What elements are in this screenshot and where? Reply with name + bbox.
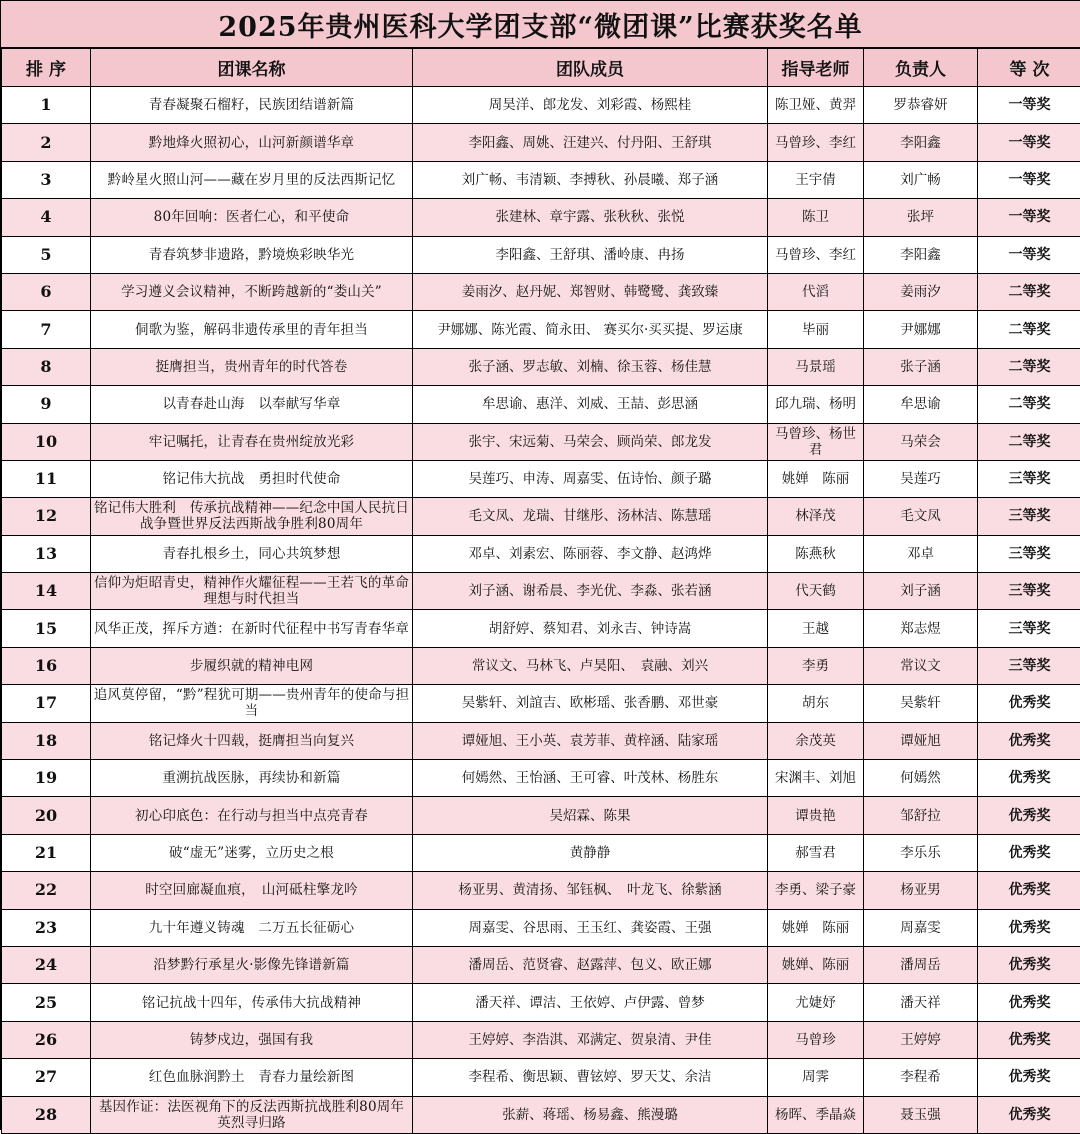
leader-cell: 李程希 <box>864 1059 978 1096</box>
award-table <box>1 48 1080 1134</box>
course-name-cell: 风华正茂，挥斥方遒：在新时代征程中书写青春华章 <box>91 610 413 647</box>
award-level-cell: 一等奖 <box>978 124 1080 161</box>
award-level-cell: 三等奖 <box>978 610 1080 647</box>
table-row <box>2 797 1080 834</box>
rank-cell: 23 <box>2 909 91 946</box>
award-level-cell: 优秀奖 <box>978 872 1080 909</box>
table-row <box>2 498 1080 535</box>
rank-cell: 10 <box>2 423 91 460</box>
col-header-members: 团队成员 <box>413 49 768 87</box>
award-level-cell: 优秀奖 <box>978 797 1080 834</box>
table-header-row <box>2 49 1080 87</box>
table-row <box>2 760 1080 797</box>
advisor-cell: 尤婕妤 <box>768 984 864 1021</box>
award-level-cell: 二等奖 <box>978 348 1080 385</box>
team-members-cell: 李阳鑫、周姚、汪建兴、付丹阳、王舒琪 <box>413 124 768 161</box>
rank-cell: 24 <box>2 946 91 983</box>
rank-cell: 13 <box>2 535 91 572</box>
award-level-cell: 优秀奖 <box>978 722 1080 759</box>
advisor-cell: 李勇 <box>768 647 864 684</box>
table-row <box>2 872 1080 909</box>
table-row <box>2 1096 1080 1133</box>
table-row <box>2 386 1080 423</box>
advisor-cell: 姚婵 陈丽 <box>768 460 864 497</box>
leader-cell: 刘广畅 <box>864 161 978 198</box>
team-members-cell: 张薪、蒋瑶、杨易鑫、熊漫璐 <box>413 1096 768 1133</box>
rank-cell: 26 <box>2 1021 91 1058</box>
advisor-cell: 马曾珍、李红 <box>768 236 864 273</box>
rank-cell: 19 <box>2 760 91 797</box>
course-name-cell: 挺膺担当，贵州青年的时代答卷 <box>91 348 413 385</box>
leader-cell: 罗恭睿妍 <box>864 87 978 124</box>
table-row <box>2 984 1080 1021</box>
course-name-cell: 黔地烽火照初心，山河新颜谱华章 <box>91 124 413 161</box>
award-level-cell: 一等奖 <box>978 161 1080 198</box>
team-members-cell: 周嘉雯、谷思雨、王玉红、龚姿霞、王强 <box>413 909 768 946</box>
leader-cell: 马荣会 <box>864 423 978 460</box>
sheet-title: 2025年贵州医科大学团支部“微团课”比赛获奖名单 <box>1 0 1080 48</box>
team-members-cell: 刘广畅、韦清颖、李搏秋、孙晨曦、郑子涵 <box>413 161 768 198</box>
rank-cell: 11 <box>2 460 91 497</box>
table-row <box>2 834 1080 871</box>
course-name-cell: 黔岭星火照山河——藏在岁月里的反法西斯记忆 <box>91 161 413 198</box>
course-name-cell: 学习遵义会议精神，不断跨越新的“娄山关” <box>91 273 413 310</box>
team-members-cell: 杨亚男、黄清扬、邹钰枫、 叶龙飞、徐紫涵 <box>413 872 768 909</box>
leader-cell: 潘周岳 <box>864 946 978 983</box>
course-name-cell: 红色血脉润黔土 青春力量绘新图 <box>91 1059 413 1096</box>
rank-cell: 17 <box>2 685 91 722</box>
advisor-cell: 宋渊丰、刘旭 <box>768 760 864 797</box>
team-members-cell: 常议文、马林飞、卢昊阳、 袁融、刘兴 <box>413 647 768 684</box>
leader-cell: 潘天祥 <box>864 984 978 1021</box>
advisor-cell: 马曾珍 <box>768 1021 864 1058</box>
team-members-cell: 邓卓、刘素宏、陈丽蓉、李文静、赵鸿烨 <box>413 535 768 572</box>
rank-cell: 8 <box>2 348 91 385</box>
team-members-cell: 姜雨汐、赵丹妮、郑智财、韩鹭鹭、龚致臻 <box>413 273 768 310</box>
team-members-cell: 胡舒婷、蔡知君、刘永吉、钟诗嵩 <box>413 610 768 647</box>
advisor-cell: 马曾珍、李红 <box>768 124 864 161</box>
award-level-cell: 二等奖 <box>978 273 1080 310</box>
course-name-cell: 追风莫停留，“黔”程犹可期——贵州青年的使命与担当 <box>91 685 413 722</box>
award-level-cell: 优秀奖 <box>978 946 1080 983</box>
leader-cell: 刘子涵 <box>864 573 978 610</box>
course-name-cell: 时空回廊凝血痕， 山河砥柱擎龙吟 <box>91 872 413 909</box>
rank-cell: 3 <box>2 161 91 198</box>
award-level-cell: 三等奖 <box>978 573 1080 610</box>
rank-cell: 16 <box>2 647 91 684</box>
table-row <box>2 647 1080 684</box>
col-header-award: 等 次 <box>978 49 1080 87</box>
team-members-cell: 张宇、宋远菊、马荣会、顾尚荣、郎龙发 <box>413 423 768 460</box>
col-header-course: 团课名称 <box>91 49 413 87</box>
course-name-cell: 青春筑梦非遗路，黔境焕彩映华光 <box>91 236 413 273</box>
leader-cell: 郑志煜 <box>864 610 978 647</box>
leader-cell: 杨亚男 <box>864 872 978 909</box>
team-members-cell: 潘天祥、谭洁、王依婷、卢伊露、曾梦 <box>413 984 768 1021</box>
leader-cell: 姜雨汐 <box>864 273 978 310</box>
award-level-cell: 优秀奖 <box>978 1021 1080 1058</box>
advisor-cell: 周霁 <box>768 1059 864 1096</box>
course-name-cell: 铭记伟大胜利 传承抗战精神——纪念中国人民抗日战争暨世界反法西斯战争胜利80周年 <box>91 498 413 535</box>
leader-cell: 张坪 <box>864 199 978 236</box>
course-name-cell: 铸梦戍边，强国有我 <box>91 1021 413 1058</box>
course-name-cell: 铭记烽火十四载，挺膺担当向复兴 <box>91 722 413 759</box>
col-header-advisor: 指导老师 <box>768 49 864 87</box>
team-members-cell: 谭娅旭、王小英、袁芳菲、黄梓涵、陆家瑶 <box>413 722 768 759</box>
award-level-cell: 优秀奖 <box>978 909 1080 946</box>
team-members-cell: 周昊洋、郎龙发、刘彩霞、杨熙桂 <box>413 87 768 124</box>
leader-cell: 李阳鑫 <box>864 236 978 273</box>
advisor-cell: 杨晖、季晶焱 <box>768 1096 864 1133</box>
advisor-cell: 王越 <box>768 610 864 647</box>
course-name-cell: 侗歌为鉴，解码非遗传承里的青年担当 <box>91 311 413 348</box>
leader-cell: 李阳鑫 <box>864 124 978 161</box>
table-row <box>2 535 1080 572</box>
rank-cell: 25 <box>2 984 91 1021</box>
leader-cell: 邹舒拉 <box>864 797 978 834</box>
rank-cell: 4 <box>2 199 91 236</box>
course-name-cell: 铭记抗战十四年，传承伟大抗战精神 <box>91 984 413 1021</box>
award-level-cell: 优秀奖 <box>978 834 1080 871</box>
course-name-cell: 铭记伟大抗战 勇担时代使命 <box>91 460 413 497</box>
course-name-cell: 80年回响：医者仁心，和平使命 <box>91 199 413 236</box>
table-row <box>2 124 1080 161</box>
award-level-cell: 二等奖 <box>978 423 1080 460</box>
leader-cell: 吴紫轩 <box>864 685 978 722</box>
rank-cell: 6 <box>2 273 91 310</box>
team-members-cell: 尹娜娜、陈光霞、简永田、 赛买尔·买买提、罗运康 <box>413 311 768 348</box>
table-row <box>2 423 1080 460</box>
team-members-cell: 何嫣然、王怡涵、王可睿、叶茂林、杨胜东 <box>413 760 768 797</box>
rank-cell: 20 <box>2 797 91 834</box>
advisor-cell: 邱九瑞、杨明 <box>768 386 864 423</box>
course-name-cell: 牢记嘱托，让青春在贵州绽放光彩 <box>91 423 413 460</box>
leader-cell: 邓卓 <box>864 535 978 572</box>
advisor-cell: 林泽茂 <box>768 498 864 535</box>
award-level-cell: 一等奖 <box>978 87 1080 124</box>
leader-cell: 毛文凤 <box>864 498 978 535</box>
rank-cell: 28 <box>2 1096 91 1133</box>
advisor-cell: 马曾珍、杨世君 <box>768 423 864 460</box>
leader-cell: 常议文 <box>864 647 978 684</box>
table-row <box>2 722 1080 759</box>
advisor-cell: 姚婵 陈丽 <box>768 909 864 946</box>
rank-cell: 9 <box>2 386 91 423</box>
team-members-cell: 毛文凤、龙瑞、甘继彤、汤林洁、陈慧瑶 <box>413 498 768 535</box>
team-members-cell: 吴莲巧、申涛、周嘉雯、伍诗怡、颜子璐 <box>413 460 768 497</box>
rank-cell: 1 <box>2 87 91 124</box>
course-name-cell: 基因作证：法医视角下的反法西斯抗战胜利80周年英烈寻归路 <box>91 1096 413 1133</box>
advisor-cell: 毕丽 <box>768 311 864 348</box>
team-members-cell: 吴炤霖、陈果 <box>413 797 768 834</box>
award-level-cell: 三等奖 <box>978 647 1080 684</box>
leader-cell: 尹娜娜 <box>864 311 978 348</box>
table-row <box>2 273 1080 310</box>
rank-cell: 5 <box>2 236 91 273</box>
table-row <box>2 1021 1080 1058</box>
leader-cell: 张子涵 <box>864 348 978 385</box>
award-level-cell: 优秀奖 <box>978 1059 1080 1096</box>
team-members-cell: 刘子涵、谢希晨、李光优、李淼、张若涵 <box>413 573 768 610</box>
leader-cell: 周嘉雯 <box>864 909 978 946</box>
team-members-cell: 吴紫轩、刘誼吉、欧彬瑶、张香鹏、邓世豪 <box>413 685 768 722</box>
award-level-cell: 优秀奖 <box>978 685 1080 722</box>
table-row <box>2 348 1080 385</box>
rank-cell: 27 <box>2 1059 91 1096</box>
course-name-cell: 九十年遵义铸魂 二万五长征砺心 <box>91 909 413 946</box>
rank-cell: 21 <box>2 834 91 871</box>
advisor-cell: 谭贵艳 <box>768 797 864 834</box>
table-row <box>2 161 1080 198</box>
advisor-cell: 陈燕秋 <box>768 535 864 572</box>
award-level-cell: 三等奖 <box>978 460 1080 497</box>
team-members-cell: 潘周岳、范贤睿、赵露萍、包义、欧正娜 <box>413 946 768 983</box>
rank-cell: 2 <box>2 124 91 161</box>
course-name-cell: 信仰为炬昭青史，精神作火耀征程——王若飞的革命理想与时代担当 <box>91 573 413 610</box>
advisor-cell: 代天鹤 <box>768 573 864 610</box>
advisor-cell: 李勇、梁子豪 <box>768 872 864 909</box>
table-row <box>2 236 1080 273</box>
team-members-cell: 张建林、章宇露、张秋秋、张悦 <box>413 199 768 236</box>
table-row <box>2 909 1080 946</box>
advisor-cell: 王宇倩 <box>768 161 864 198</box>
award-level-cell: 优秀奖 <box>978 1096 1080 1133</box>
rank-cell: 14 <box>2 573 91 610</box>
advisor-cell: 姚婵、陈丽 <box>768 946 864 983</box>
course-name-cell: 重溯抗战医脉，再续协和新篇 <box>91 760 413 797</box>
rank-cell: 12 <box>2 498 91 535</box>
award-level-cell: 三等奖 <box>978 535 1080 572</box>
team-members-cell: 黄静静 <box>413 834 768 871</box>
course-name-cell: 以青春赴山海 以奉献写华章 <box>91 386 413 423</box>
table-row <box>2 685 1080 722</box>
table-row <box>2 311 1080 348</box>
table-row <box>2 573 1080 610</box>
team-members-cell: 牟思谕、惠洋、刘威、王喆、彭思涵 <box>413 386 768 423</box>
advisor-cell: 余茂英 <box>768 722 864 759</box>
award-level-cell: 二等奖 <box>978 386 1080 423</box>
rank-cell: 18 <box>2 722 91 759</box>
award-level-cell: 三等奖 <box>978 498 1080 535</box>
table-row <box>2 199 1080 236</box>
award-level-cell: 优秀奖 <box>978 760 1080 797</box>
col-header-rank: 排 序 <box>2 49 91 87</box>
team-members-cell: 李阳鑫、王舒琪、潘岭康、冉扬 <box>413 236 768 273</box>
course-name-cell: 青春扎根乡土，同心共筑梦想 <box>91 535 413 572</box>
advisor-cell: 陈卫娅、黄羿 <box>768 87 864 124</box>
team-members-cell: 王婷婷、李浩淇、邓满定、贺泉清、尹佳 <box>413 1021 768 1058</box>
award-level-cell: 一等奖 <box>978 236 1080 273</box>
table-row <box>2 460 1080 497</box>
leader-cell: 李乐乐 <box>864 834 978 871</box>
award-level-cell: 一等奖 <box>978 199 1080 236</box>
course-name-cell: 破“虚无”迷雾，立历史之根 <box>91 834 413 871</box>
table-row <box>2 610 1080 647</box>
course-name-cell: 青春凝聚石榴籽，民族团结谱新篇 <box>91 87 413 124</box>
advisor-cell: 胡东 <box>768 685 864 722</box>
team-members-cell: 张子涵、罗志敏、刘楠、徐玉蓉、杨佳慧 <box>413 348 768 385</box>
table-row <box>2 946 1080 983</box>
advisor-cell: 郝雪君 <box>768 834 864 871</box>
leader-cell: 吴莲巧 <box>864 460 978 497</box>
team-members-cell: 李程希、衡思颖、曹铉婷、罗天艾、余洁 <box>413 1059 768 1096</box>
course-name-cell: 初心印底色：在行动与担当中点亮青春 <box>91 797 413 834</box>
advisor-cell: 陈卫 <box>768 199 864 236</box>
leader-cell: 聂玉强 <box>864 1096 978 1133</box>
leader-cell: 何嫣然 <box>864 760 978 797</box>
course-name-cell: 沿梦黔行承星火·影像先锋谱新篇 <box>91 946 413 983</box>
advisor-cell: 马景瑶 <box>768 348 864 385</box>
col-header-leader: 负责人 <box>864 49 978 87</box>
table-row <box>2 87 1080 124</box>
leader-cell: 王婷婷 <box>864 1021 978 1058</box>
advisor-cell: 代滔 <box>768 273 864 310</box>
leader-cell: 谭娅旭 <box>864 722 978 759</box>
award-level-cell: 优秀奖 <box>978 984 1080 1021</box>
table-row <box>2 1059 1080 1096</box>
rank-cell: 7 <box>2 311 91 348</box>
award-level-cell: 二等奖 <box>978 311 1080 348</box>
rank-cell: 15 <box>2 610 91 647</box>
rank-cell: 22 <box>2 872 91 909</box>
leader-cell: 牟思谕 <box>864 386 978 423</box>
course-name-cell: 步履织就的精神电网 <box>91 647 413 684</box>
